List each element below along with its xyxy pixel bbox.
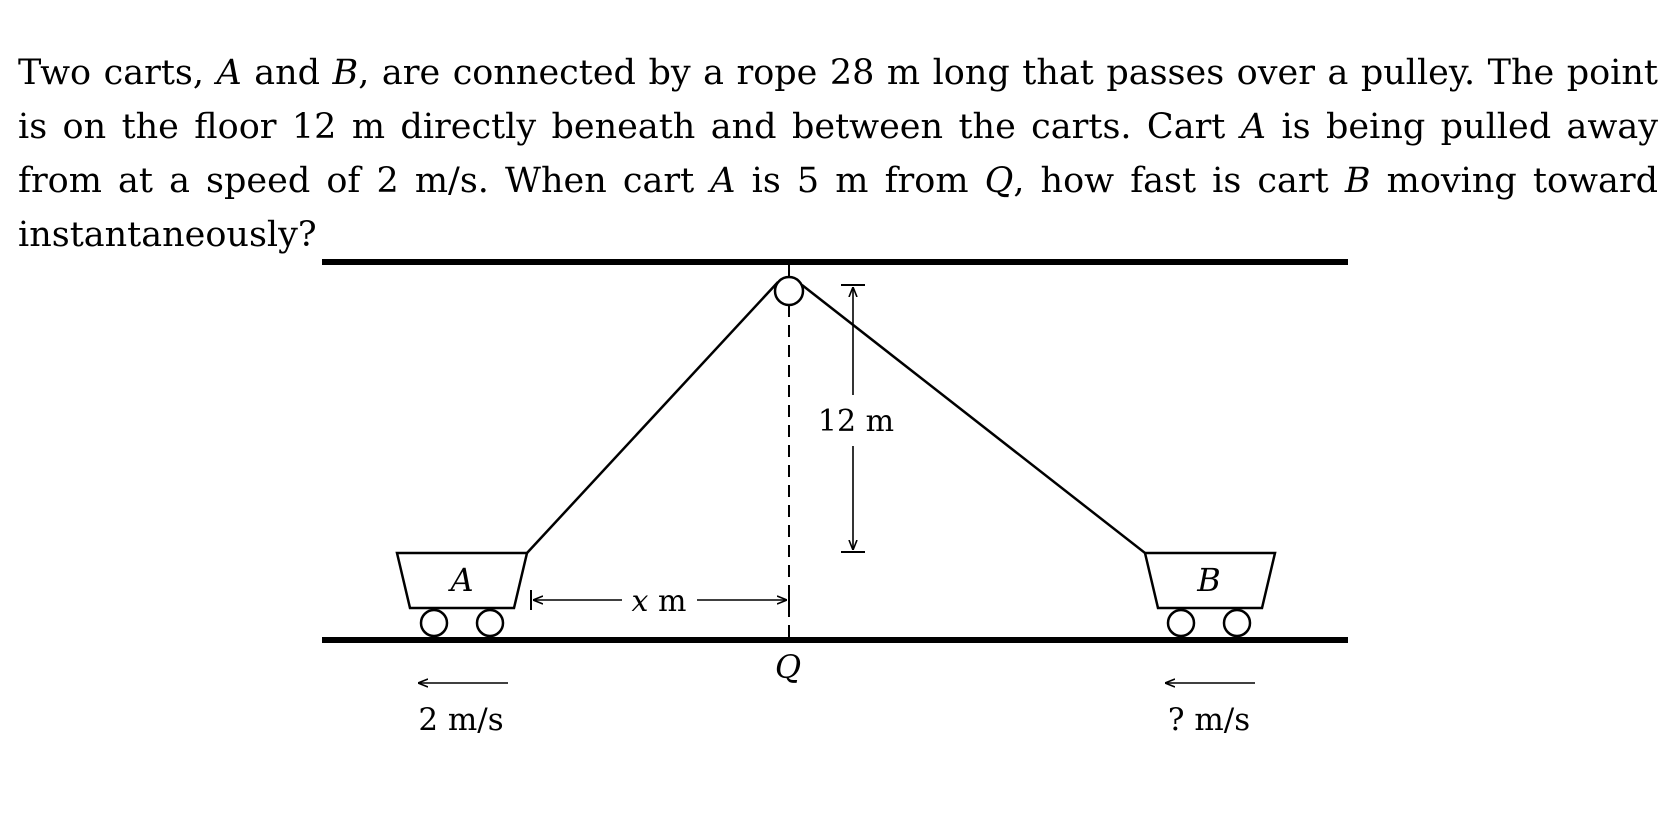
cart-a-ref-3: A [710,161,736,201]
problem-text-4: is being pulled away from at a speed of 2 m/s. When cart [18,107,1658,201]
point-q-ref: Q [984,161,1014,201]
x-unit: m [648,584,687,619]
problem-text-7: moving toward instantaneously? [18,161,1659,255]
x-variable: x [631,584,649,619]
height-label: 12 m [817,404,895,439]
pulley [775,277,803,305]
cart-a-ref: A [216,53,242,93]
x-distance-label [632,584,687,619]
problem-text-3: , are connected by a rope 28 m long that passes over a pulley. The point is on the floor 12 m directly beneath and between the carts. Cart [18,53,1658,147]
problem-text-1: Two carts, [18,53,217,93]
cart-a-label: A [450,561,474,599]
cart-b-ref-2: B [1344,161,1371,201]
problem-text-2: and [241,53,333,93]
cart-a-wheel-left [421,610,447,636]
cart-b-speed-label: ? m/s [1167,702,1251,738]
point-q-label: Q [774,648,802,686]
cart-b-label: B [1197,561,1221,599]
cart-b-wheel-right [1224,610,1250,636]
cart-b-wheel-left [1168,610,1194,636]
problem-text-6: , how fast is cart [1013,161,1345,201]
problem-text-5: is 5 m from [735,161,985,201]
cart-a-wheel-right [477,610,503,636]
cart-a-ref-2: A [1240,107,1267,147]
cart-a-speed-label: 2 m/s [418,702,504,738]
rope-left [527,282,778,553]
cart-b-ref: B [332,53,359,93]
